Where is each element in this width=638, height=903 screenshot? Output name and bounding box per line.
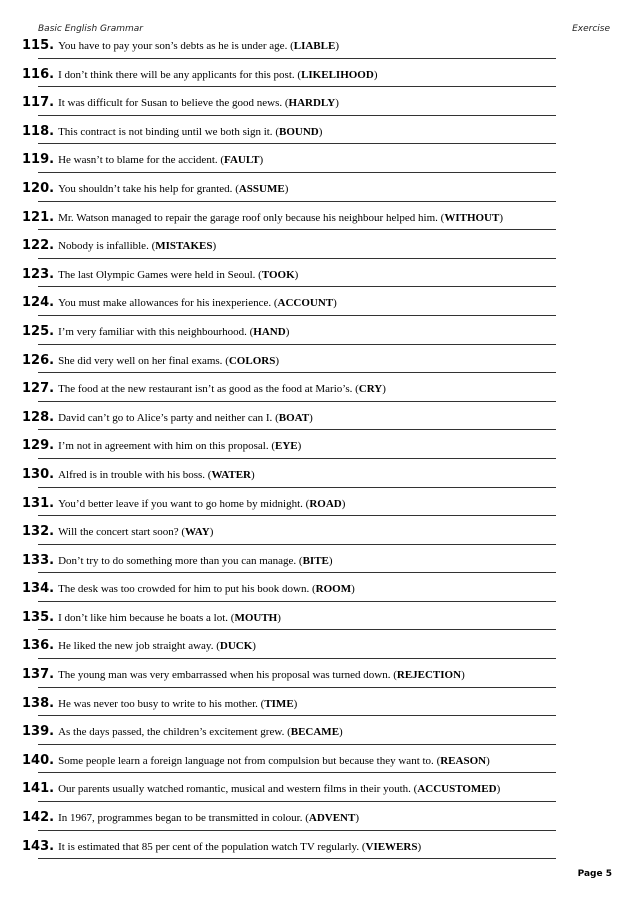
answer-line[interactable] [38, 487, 556, 488]
keyword-open-paren: ( [268, 440, 275, 453]
answer-line[interactable] [38, 258, 556, 259]
sentence-text: Alfred is in trouble with his boss. [58, 468, 206, 481]
exercise-number: 118. [22, 123, 55, 139]
exercise-sentence [22, 553, 333, 568]
exercise-sentence [22, 67, 377, 82]
exercise-number: 115. [22, 38, 55, 53]
keyword-open-paren: ( [433, 754, 441, 767]
keyword-close-paren: ) [335, 97, 339, 110]
keyword-open-paren: ( [284, 726, 291, 739]
answer-line[interactable] [38, 143, 556, 144]
keyword-close-paren: ) [339, 726, 343, 739]
keyword-close-paren: ) [333, 297, 337, 310]
answer-line[interactable] [38, 772, 556, 773]
keyword: EYE [275, 440, 298, 453]
keyword-open-paren: ( [390, 669, 397, 682]
exercise-number: 141. [22, 781, 55, 797]
keyword: WITHOUT [444, 211, 500, 224]
exercise-item [22, 265, 562, 294]
sentence-text: The last Olympic Games were held in Seoul. [58, 268, 256, 281]
keyword-open-paren: ( [302, 497, 310, 510]
keyword: BITE [302, 554, 329, 567]
sentence-text: You’d better leave if you want to go home by midnight. [58, 497, 303, 510]
answer-line[interactable] [38, 572, 556, 573]
exercise-number: 117. [22, 95, 55, 111]
answer-line[interactable] [38, 401, 556, 402]
keyword-open-paren: ( [359, 840, 366, 853]
sentence-text: I don’t think there will be any applicants for this post. [58, 68, 295, 81]
keyword-close-paren: ) [297, 440, 302, 453]
keyword-open-paren: ( [309, 583, 316, 596]
exercise-sentence [22, 696, 297, 711]
exercise-sentence [22, 324, 289, 339]
keyword-close-paren: ) [382, 383, 386, 396]
exercise-item [22, 93, 562, 122]
exercise-item [22, 494, 562, 523]
exercise-sentence [22, 267, 298, 282]
exercise-item [22, 837, 562, 866]
exercise-sentence [22, 410, 313, 425]
keyword-open-paren: ( [148, 240, 156, 253]
keyword-close-paren: ) [328, 554, 333, 567]
sentence-text: Don’t try to do something more than you can manage. [58, 554, 297, 567]
sentence-text: This contract is not binding until we both sign it. [58, 125, 273, 138]
keyword: MISTAKES [155, 240, 213, 253]
answer-line[interactable] [38, 744, 556, 745]
keyword-open-paren: ( [410, 783, 418, 796]
keyword-open-paren: ( [213, 640, 220, 653]
exercise-sentence [22, 496, 345, 511]
exercise-sentence [22, 667, 465, 682]
page-number: Page 5 [577, 869, 612, 879]
answer-line[interactable] [38, 544, 556, 545]
sentence-text: You have to pay your son’s debts as he is under age. [58, 40, 288, 52]
answer-line[interactable] [38, 86, 556, 87]
exercise-sentence [22, 467, 255, 482]
keyword-close-paren: ) [417, 840, 422, 853]
answer-line[interactable] [38, 629, 556, 630]
exercise-item [22, 779, 562, 808]
exercise-sentence [22, 238, 216, 253]
answer-line[interactable] [38, 315, 556, 316]
exercise-item [22, 122, 562, 151]
answer-line[interactable] [38, 372, 556, 373]
sentence-text: Nobody is infallible. [58, 240, 149, 253]
answer-line[interactable] [38, 286, 556, 287]
sentence-text: It was difficult for Susan to believe the good news. [58, 97, 283, 110]
keyword-close-paren: ) [486, 754, 490, 767]
exercise-item [22, 722, 562, 751]
exercise-sentence [22, 124, 322, 139]
exercise-list [22, 36, 562, 865]
sentence-text: You must make allowances for his inexperience. [58, 297, 272, 310]
keyword-close-paren: ) [285, 325, 290, 338]
exercise-item [22, 36, 562, 65]
exercise-sentence [22, 781, 500, 796]
keyword: WAY [185, 526, 210, 539]
sentence-text: The young man was very embarrassed when his proposal was turned down. [58, 669, 391, 682]
keyword-close-paren: ) [355, 812, 360, 825]
exercise-item [22, 179, 562, 208]
section-label: Exercise [572, 24, 610, 34]
keyword: ROOM [315, 583, 352, 596]
keyword: FAULT [224, 154, 260, 167]
exercise-number: 122. [22, 238, 55, 254]
keyword-open-paren: ( [178, 526, 186, 539]
keyword: BOUND [278, 125, 319, 138]
keyword: HARDLY [288, 97, 336, 110]
keyword-close-paren: ) [309, 411, 313, 424]
exercise-number: 123. [22, 266, 55, 282]
keyword: LIABLE [293, 40, 336, 52]
sentence-text: Mr. Watson managed to repair the garage roof only because his neighbour helped him. [58, 211, 438, 224]
keyword-open-paren: ( [287, 40, 294, 52]
exercise-sentence [22, 38, 339, 53]
exercise-number: 139. [22, 724, 55, 740]
keyword-close-paren: ) [275, 354, 279, 367]
exercise-number: 138. [22, 695, 55, 711]
keyword-open-paren: ( [217, 154, 225, 167]
exercise-number: 130. [22, 466, 55, 482]
keyword-open-paren: ( [232, 182, 239, 195]
keyword: BOAT [278, 411, 310, 424]
keyword-close-paren: ) [212, 240, 217, 253]
exercise-item [22, 522, 562, 551]
keyword-open-paren: ( [302, 812, 309, 825]
exercise-sentence [22, 724, 343, 739]
keyword-open-paren: ( [228, 611, 235, 624]
answer-line[interactable] [38, 229, 556, 230]
exercise-number: 128. [22, 409, 55, 425]
keyword-close-paren: ) [259, 154, 264, 167]
sentence-text: In 1967, programmes began to be transmitted in colour. [58, 812, 303, 825]
sentence-text: He wasn’t to blame for the accident. [58, 154, 218, 167]
keyword: TOOK [261, 268, 295, 281]
exercise-item [22, 636, 562, 665]
exercise-item [22, 808, 562, 837]
answer-line[interactable] [38, 201, 556, 202]
keyword: HAND [253, 325, 286, 338]
answer-line[interactable] [38, 858, 556, 859]
keyword: MOUTH [234, 611, 278, 624]
keyword-close-paren: ) [252, 640, 256, 653]
exercise-sentence [22, 181, 288, 196]
exercise-item [22, 208, 562, 237]
page-header [38, 24, 610, 36]
sentence-text: You shouldn’t take his help for granted. [58, 182, 233, 195]
exercise-sentence [22, 638, 256, 653]
answer-line[interactable] [38, 830, 556, 831]
keyword: ADVENT [308, 812, 356, 825]
keyword-open-paren: ( [246, 325, 254, 338]
sentence-text: David can’t go to Alice’s party and neither can I. [58, 411, 273, 424]
exercise-item [22, 65, 562, 94]
keyword-open-paren: ( [352, 383, 359, 396]
keyword: ACCUSTOMED [417, 783, 497, 796]
exercise-number: 132. [22, 524, 55, 540]
exercise-number: 124. [22, 295, 55, 311]
keyword: COLORS [228, 354, 276, 367]
keyword: REJECTION [396, 669, 462, 682]
exercise-item [22, 579, 562, 608]
answer-line[interactable] [38, 344, 556, 345]
exercise-item [22, 608, 562, 637]
sentence-text: He liked the new job straight away. [58, 640, 214, 653]
exercise-number: 137. [22, 667, 55, 683]
sentence-text: It is estimated that 85 per cent of the population watch TV regularly. [58, 840, 360, 853]
exercise-item [22, 551, 562, 580]
exercise-item [22, 408, 562, 437]
keyword: REASON [440, 754, 487, 767]
answer-line[interactable] [38, 658, 556, 659]
exercise-number: 135. [22, 609, 55, 625]
exercise-number: 121. [22, 209, 55, 225]
exercise-number: 136. [22, 638, 55, 654]
keyword-close-paren: ) [461, 669, 465, 682]
exercise-sentence [22, 353, 279, 368]
exercise-sentence [22, 810, 359, 825]
keyword: ACCOUNT [277, 297, 334, 310]
exercise-number: 131. [22, 495, 55, 511]
exercise-sentence [22, 95, 339, 110]
exercise-number: 140. [22, 752, 55, 768]
answer-line[interactable] [38, 687, 556, 688]
answer-line[interactable] [38, 115, 556, 116]
keyword-close-paren: ) [373, 68, 378, 81]
keyword-close-paren: ) [496, 783, 501, 796]
keyword: WATER [211, 468, 251, 481]
keyword-close-paren: ) [351, 583, 355, 596]
sentence-text: He was never too busy to write to his mother. [58, 697, 258, 710]
sentence-text: Will the concert start soon? [58, 526, 179, 539]
exercise-sentence [22, 438, 301, 453]
keyword-close-paren: ) [251, 468, 255, 481]
keyword-open-paren: ( [205, 468, 212, 481]
sentence-text: I don’t like him because he boats a lot. [58, 611, 229, 624]
exercise-number: 143. [22, 838, 55, 854]
keyword-close-paren: ) [277, 611, 281, 624]
exercise-sentence [22, 210, 503, 225]
exercise-number: 126. [22, 352, 55, 368]
answer-line[interactable] [38, 801, 556, 802]
sentence-text: The food at the new restaurant isn’t as good as the food at Mario’s. [58, 383, 353, 396]
answer-line[interactable] [38, 715, 556, 716]
keyword-open-paren: ( [437, 211, 445, 224]
exercise-item [22, 465, 562, 494]
answer-line[interactable] [38, 601, 556, 602]
sentence-text: I’m not in agreement with him on this proposal. [58, 440, 269, 453]
exercise-item [22, 293, 562, 322]
exercise-number: 127. [22, 381, 55, 397]
exercise-number: 142. [22, 810, 55, 826]
sentence-text: Our parents usually watched romantic, musical and western films in their youth. [58, 783, 411, 796]
keyword-close-paren: ) [499, 211, 504, 224]
exercise-item [22, 379, 562, 408]
exercise-item [22, 751, 562, 780]
exercise-sentence [22, 152, 263, 167]
keyword: CRY [358, 383, 383, 396]
keyword: ASSUME [238, 182, 285, 195]
keyword-close-paren: ) [335, 40, 339, 52]
keyword-close-paren: ) [318, 125, 323, 138]
exercise-item [22, 665, 562, 694]
exercise-item [22, 351, 562, 380]
exercise-sentence [22, 524, 213, 539]
exercise-sentence [22, 295, 337, 310]
exercise-item [22, 322, 562, 351]
sentence-text: Some people learn a foreign language not from compulsion but because they want to. [58, 754, 434, 767]
keyword-close-paren: ) [294, 268, 299, 281]
keyword-close-paren: ) [284, 182, 289, 195]
answer-line[interactable] [38, 458, 556, 459]
keyword: VIEWERS [365, 840, 418, 853]
exercise-sentence [22, 581, 355, 596]
exercise-number: 133. [22, 552, 55, 568]
keyword-open-paren: ( [271, 297, 278, 310]
keyword-open-paren: ( [222, 354, 229, 367]
exercise-sentence [22, 610, 281, 625]
keyword-open-paren: ( [294, 68, 302, 81]
sentence-text: I’m very familiar with this neighbourhood. [58, 325, 247, 338]
exercise-sentence [22, 381, 386, 396]
exercise-number: 134. [22, 581, 55, 597]
keyword: BECAME [290, 726, 340, 739]
exercise-number: 116. [22, 66, 55, 82]
keyword-open-paren: ( [296, 554, 303, 567]
answer-line[interactable] [38, 58, 556, 59]
keyword: DUCK [219, 640, 253, 653]
answer-line[interactable] [38, 172, 556, 173]
sentence-text: She did very well on her final exams. [58, 354, 223, 367]
keyword-open-paren: ( [272, 125, 279, 138]
exercise-item [22, 236, 562, 265]
sentence-text: As the days passed, the children’s excitement grew. [58, 726, 285, 739]
exercise-number: 119. [22, 152, 55, 168]
exercise-sentence [22, 753, 490, 768]
keyword-close-paren: ) [341, 497, 346, 510]
exercise-number: 125. [22, 323, 55, 339]
exercise-item [22, 694, 562, 723]
exercise-sentence [22, 839, 421, 854]
keyword-open-paren: ( [257, 697, 265, 710]
keyword: ROAD [309, 497, 342, 510]
exercise-number: 129. [22, 438, 55, 454]
answer-line[interactable] [38, 515, 556, 516]
book-title: Basic English Grammar [38, 24, 143, 34]
answer-line[interactable] [38, 429, 556, 430]
exercise-number: 120. [22, 180, 55, 196]
keyword: TIME [264, 697, 294, 710]
sentence-text: The desk was too crowded for him to put his book down. [58, 583, 310, 596]
keyword-open-paren: ( [272, 411, 279, 424]
keyword-open-paren: ( [282, 97, 289, 110]
exercise-item [22, 150, 562, 179]
keyword-close-paren: ) [209, 526, 214, 539]
keyword-open-paren: ( [255, 268, 262, 281]
exercise-item [22, 436, 562, 465]
keyword: LIKELIHOOD [301, 68, 374, 81]
keyword-close-paren: ) [293, 697, 298, 710]
